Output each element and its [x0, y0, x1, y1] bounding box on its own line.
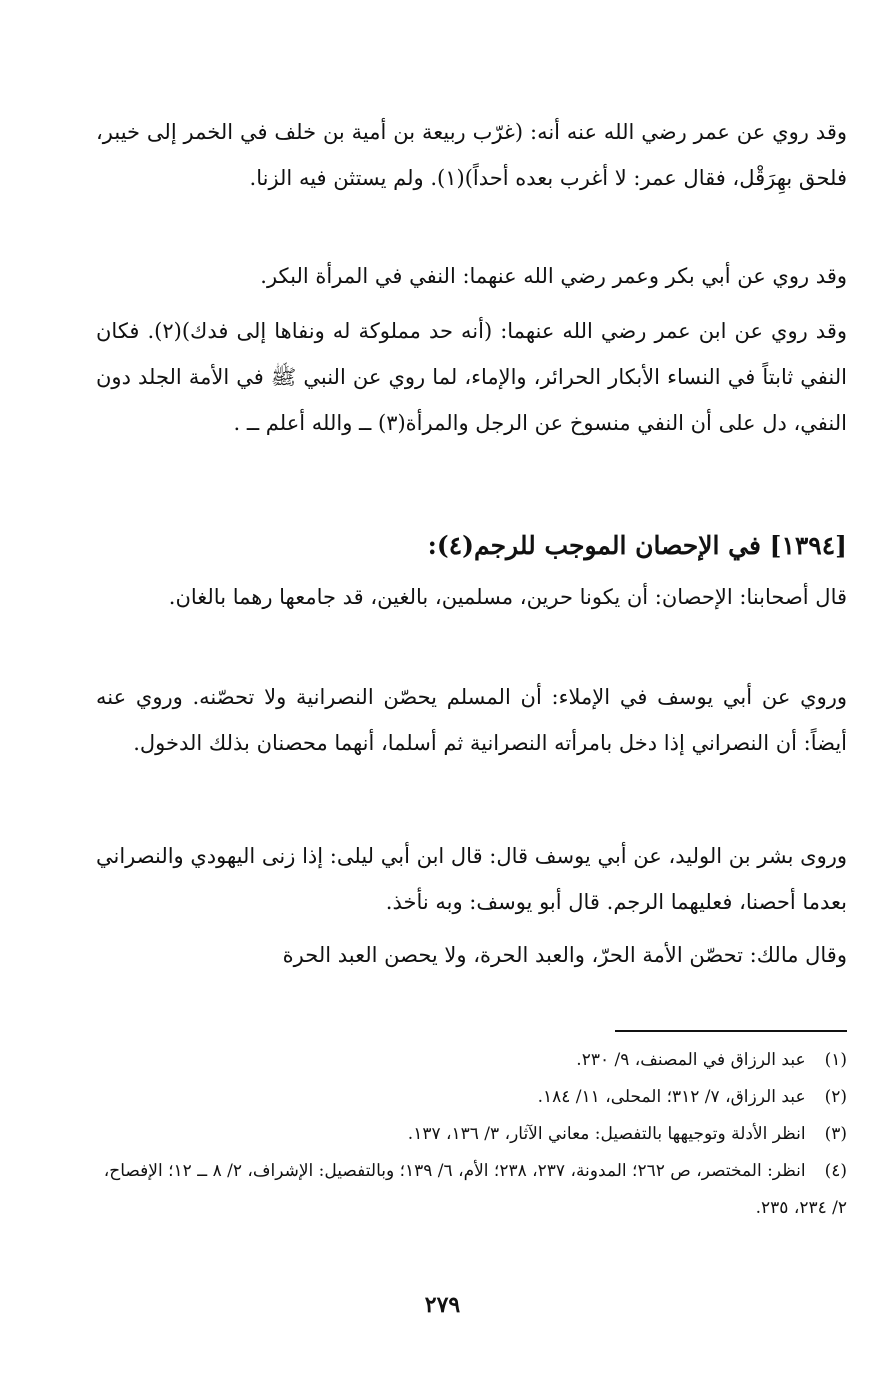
- footnote-number: (٢): [824, 1087, 847, 1107]
- footnote-text: عبد الرزاق في المصنف، ٩/ ٢٣٠.: [576, 1050, 806, 1070]
- footnote-text: عبد الرزاق، ٧/ ٣١٢؛ المحلى، ١١/ ١٨٤.: [537, 1087, 806, 1107]
- paragraph-2: وقد روي عن أبي بكر وعمر رضي الله عنهما: النفي في المرأة البكر.: [260, 264, 847, 288]
- paragraph-1: وقد روي عن عمر رضي الله عنه أنه: (غرّب ربيعة بن أمية بن خلف في الخمر إلى خيبر، فلحق بهِرَقْل، فقال عمر: لا أغرب بعده أحداً)(١). ولم يستثن فيه الزنا.: [96, 120, 847, 190]
- footnote-3: [96, 1116, 847, 1153]
- paragraph-7: وقال مالك: تحصّن الأمة الحرّ، والعبد الحرة، ولا يحصن العبد الحرة: [282, 943, 847, 967]
- footnote-divider: [615, 1030, 847, 1032]
- footnote-1: [96, 1042, 847, 1079]
- section-heading: [١٣٩٤] في الإحصان الموجب للرجم(٤):: [427, 531, 847, 560]
- paragraph-4: قال أصحابنا: الإحصان: أن يكونا حرين، مسلمين، بالغين، قد جامعها رهما بالغان.: [168, 585, 847, 609]
- footnote-text: انظر الأدلة وتوجيهها بالتفصيل: معاني الآثار، ٣/ ١٣٦، ١٣٧.: [407, 1124, 806, 1144]
- footnote-4: [96, 1153, 847, 1227]
- page-number: ٢٧٩: [424, 1292, 461, 1318]
- paragraph-5: وروي عن أبي يوسف في الإملاء: أن المسلم يحصّن النصرانية ولا تحصّنه. وروي عنه أيضاً: أن النصراني إذا دخل بامرأته النصرانية ثم أسلما، أنهما محصنان بذلك الدخول.: [96, 685, 847, 755]
- footnote-number: (١): [824, 1050, 847, 1070]
- footnote-text: انظر: المختصر، ص ٢٦٢؛ المدونة، ٢٣٧، ٢٣٨؛ الأم، ٦/ ١٣٩؛ وبالتفصيل: الإشراف، ٢/ ٨ ــ ١٢؛ الإفصاح، ٢/ ٢٣٤، ٢٣٥.: [103, 1161, 847, 1218]
- paragraph-3: وقد روي عن ابن عمر رضي الله عنهما: (أنه حد مملوكة له ونفاها إلى فدك)(٢). فكان النفي ثابتاً في النساء الأبكار الحرائر، والإماء، لما روي عن النبي ﷺ في الأمة الجلد دون النفي، دل على أن النفي منسوخ عن الرجل والمرأة(٣) ــ والله أعلم ــ .: [96, 319, 847, 435]
- footnote-2: [96, 1079, 847, 1116]
- footnote-number: (٣): [824, 1124, 847, 1144]
- paragraph-6: وروى بشر بن الوليد، عن أبي يوسف قال: قال ابن أبي ليلى: إذا زنى اليهودي والنصراني بعدما أحصنا، فعليهما الرجم. قال أبو يوسف: وبه نأخذ.: [96, 844, 847, 914]
- footnote-number: (٤): [824, 1161, 847, 1181]
